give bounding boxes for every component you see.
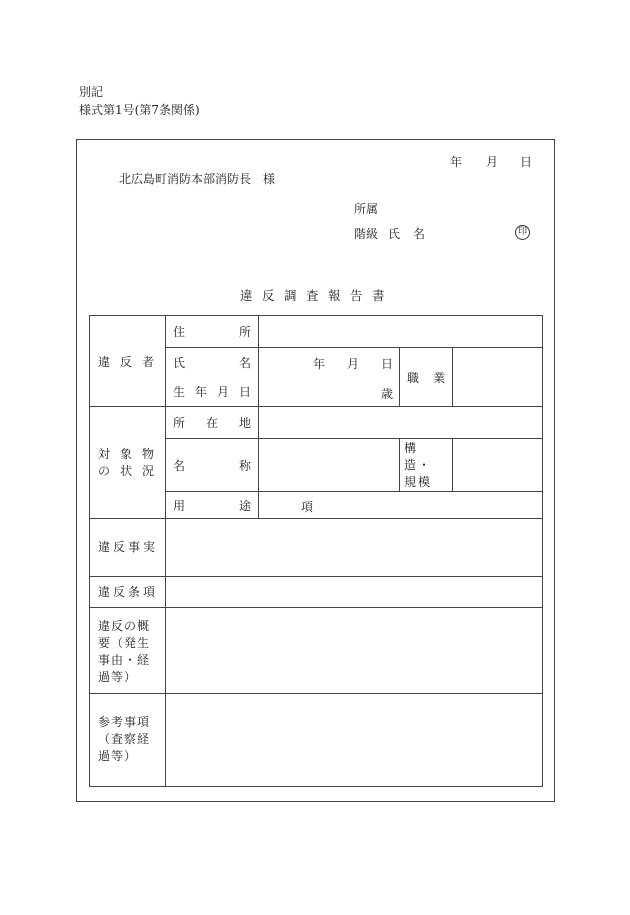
label-char: 所 bbox=[173, 416, 186, 430]
article-label-cell bbox=[90, 577, 166, 608]
label-char: 用 bbox=[173, 498, 186, 513]
dob-label bbox=[166, 383, 258, 400]
object-header-line2: の状況 bbox=[98, 463, 165, 478]
date-month: 月 bbox=[486, 155, 499, 169]
label-char: 途 bbox=[238, 498, 251, 513]
summary-label-cell bbox=[90, 608, 166, 694]
object-name-input[interactable] bbox=[259, 439, 400, 492]
label-char: 所 bbox=[238, 325, 251, 339]
location-label-cell bbox=[166, 407, 259, 439]
form-number: 様式第1号(第7条関係) bbox=[79, 103, 200, 117]
fact-input[interactable] bbox=[166, 519, 543, 577]
label-char: 年 bbox=[194, 384, 207, 399]
label-char: 氏 bbox=[173, 355, 186, 370]
label-char: 名 bbox=[238, 355, 251, 370]
location-label bbox=[166, 414, 258, 431]
article-input[interactable] bbox=[166, 577, 543, 608]
address-label bbox=[166, 323, 258, 340]
object-name-label bbox=[166, 457, 258, 474]
address-label-cell bbox=[166, 316, 259, 348]
label-char: 業 bbox=[432, 370, 445, 385]
name-label bbox=[166, 354, 258, 371]
name-label-cell bbox=[166, 348, 259, 377]
object-header bbox=[90, 446, 165, 480]
occupation-label bbox=[400, 369, 452, 386]
date-day: 日 bbox=[520, 155, 533, 169]
dob-units bbox=[313, 355, 393, 372]
dob-month-unit: 月 bbox=[346, 357, 359, 371]
label-char: 称 bbox=[238, 458, 251, 473]
object-header-line1: 対象物 bbox=[98, 446, 165, 461]
summary-label: 違反の概要（発生事由・経過等） bbox=[98, 619, 151, 684]
name-label-mei: 名 bbox=[413, 227, 426, 241]
reference-label-cell bbox=[90, 694, 166, 787]
reference-label: 参考事項（査察経過等） bbox=[98, 715, 151, 763]
structure-input[interactable] bbox=[453, 439, 543, 492]
dob-cell[interactable] bbox=[259, 348, 400, 407]
fact-label-cell bbox=[90, 519, 166, 577]
label-char: 名 bbox=[173, 458, 186, 473]
report-table bbox=[89, 315, 543, 787]
annex-label: 別記 bbox=[79, 85, 104, 99]
object-header-cell bbox=[90, 407, 166, 519]
address-input[interactable] bbox=[259, 316, 543, 348]
structure-label-cell bbox=[400, 439, 453, 492]
seal-mark: 印 bbox=[515, 225, 530, 240]
age-unit: 歳 bbox=[380, 387, 393, 401]
occupation-input[interactable] bbox=[453, 348, 543, 407]
label-char: 生 bbox=[173, 384, 186, 399]
occupation-label-cell bbox=[400, 348, 453, 407]
fact-label: 違反事実 bbox=[98, 540, 159, 554]
addressee: 北広島町消防本部消防長 様 bbox=[119, 172, 276, 186]
dob-label-cell bbox=[166, 377, 259, 407]
violator-header: 違反者 bbox=[98, 354, 165, 369]
rank-label: 階級 bbox=[354, 227, 379, 241]
label-char: 職 bbox=[407, 370, 420, 385]
summary-input[interactable] bbox=[166, 608, 543, 694]
label-char: 月 bbox=[216, 384, 229, 399]
violator-header-cell bbox=[90, 316, 166, 407]
date-year: 年 bbox=[450, 155, 463, 169]
use-label bbox=[166, 497, 258, 514]
object-name-label-cell bbox=[166, 439, 259, 492]
structure-label: 構造・規模 bbox=[404, 440, 433, 489]
name-label-shi: 氏 bbox=[388, 227, 401, 241]
form-title: 違反調査報告書 bbox=[240, 288, 395, 303]
label-char: 日 bbox=[238, 384, 251, 399]
label-char: 地 bbox=[238, 416, 251, 430]
affiliation-label: 所属 bbox=[354, 202, 379, 216]
dob-year-unit: 年 bbox=[313, 357, 326, 371]
label-char: 住 bbox=[173, 325, 186, 339]
label-char: 在 bbox=[205, 416, 218, 430]
use-input[interactable] bbox=[259, 492, 543, 519]
use-label-cell bbox=[166, 492, 259, 519]
article-label: 違反条項 bbox=[98, 584, 159, 599]
use-unit: 項 bbox=[301, 500, 314, 514]
location-input[interactable] bbox=[259, 407, 543, 439]
dob-day-unit: 日 bbox=[380, 357, 393, 371]
reference-input[interactable] bbox=[166, 694, 543, 787]
